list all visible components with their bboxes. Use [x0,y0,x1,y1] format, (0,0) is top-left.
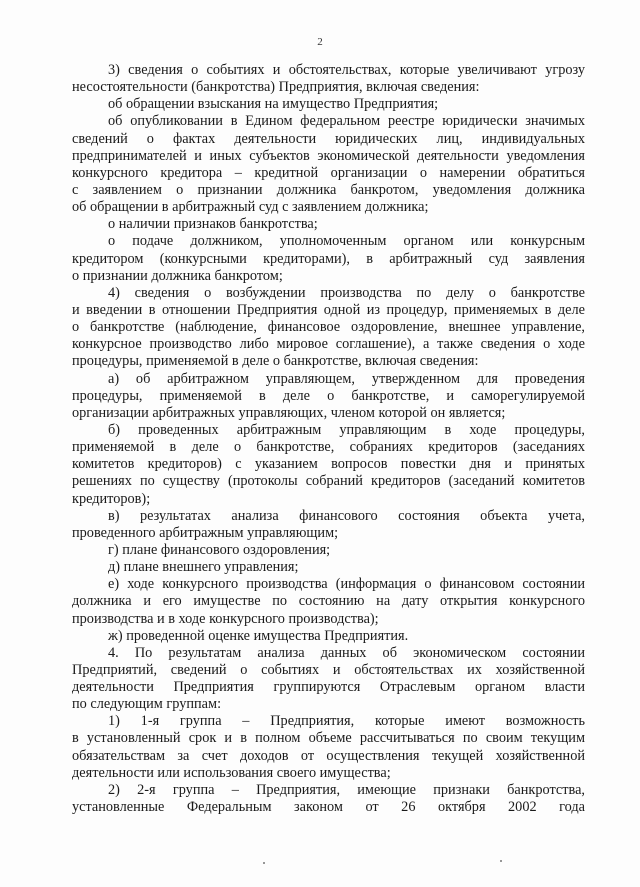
text-line: Предприятий, сведений о событиях и обстоятельствах их хозяйственной [72,661,585,678]
text-line: организации арбитражных управляющих, членом которой он является; [72,404,506,421]
text-line: несостоятельности (банкротства) Предприятия, включая сведения: [72,79,480,96]
text-line: 1) 1-я группа – Предприятия, которые имеют возможность [108,713,585,730]
text-line: 4. По результатам анализа данных об экономическом состоянии [108,644,585,661]
text-line: в установленный срок и в полном объеме рассчитываться по своим текущим [72,730,585,747]
scan-speck [263,862,265,864]
text-line: производства и в ходе конкурсного производства); [72,610,379,627]
text-line: обязательствам за счет доходов от осуществления текущей хозяйственной [72,747,585,764]
scan-speck [500,860,502,862]
text-line: с заявлением о признании должника банкротом, уведомления должника [72,181,585,198]
text-line: б) проведенных арбитражным управляющим в ходе процедуры, [108,421,585,438]
text-line: кредиторов); [72,490,151,507]
text-line: а) об арбитражном управляющем, утвержденном для проведения [108,370,585,387]
text-line: конкурсное производство либо мировое соглашение), а также сведения о ходе [72,336,585,353]
text-line: г) плане финансового оздоровления; [108,541,331,558]
text-line: проведенного арбитражным управляющим; [72,524,339,541]
text-line: решениях по существу (протоколы собраний кредиторов (заседаний комитетов [72,473,585,490]
text-line: применяемой в деле о банкротстве, собраниях кредиторов (заседаниях [72,439,585,456]
text-line: и введении в отношении Предприятия одной из процедур, применяемых в деле [72,301,585,318]
text-line: по следующим группам: [72,696,222,713]
text-line: о наличии признаков банкротства; [108,216,318,233]
text-line: о подаче должником, уполномоченным органом или конкурсным [108,233,585,250]
text-line: об обращении в арбитражный суд с заявлением должника; [72,199,429,216]
text-line: ж) проведенной оценке имущества Предприятия. [108,627,409,644]
text-line: е) ходе конкурсного производства (информация о финансовом состоянии [108,576,585,593]
text-line: о банкротстве (наблюдение, финансовое оздоровление, внешнее управление, [72,319,585,336]
text-line: процедуры, применяемой в деле о банкротстве, и саморегулируемой [72,387,585,404]
text-line: 3) сведения о событиях и обстоятельствах, которые увеличивают угрозу [108,62,585,78]
text-line: об обращении взыскания на имущество Предприятия; [108,96,439,113]
text-line: деятельности Предприятия группируются Отраслевым органом власти [72,679,585,696]
document-body [72,62,585,816]
text-line: деятельности или использования своего имущества; [72,764,391,781]
text-line: установленные Федеральным законом от 26 октября 2002 года [72,799,585,816]
text-line: в) результатах анализа финансового состояния объекта учета, [108,507,585,524]
text-line: предпринимателей и иных субъектов экономической деятельности уведомления [72,147,585,164]
text-line: 4) сведения о возбуждении производства по делу о банкротстве [108,284,585,301]
text-line: комитетов кредиторов) с указанием вопросов повестки дня и принятых [72,456,585,473]
text-line: сведений о фактах деятельности юридических лиц, индивидуальных [72,130,585,147]
text-line: о признании должника банкротом; [72,267,283,284]
text-line: об опубликовании в Едином федеральном реестре юридически значимых [108,113,585,130]
text-line: кредитором (конкурсными кредиторами), в арбитражный суд заявления [72,250,585,267]
text-line: 2) 2-я группа – Предприятия, имеющие признаки банкротства, [108,781,585,798]
text-line: конкурсного кредитора – кредитной организации о намерении обратиться [72,164,585,181]
text-line: должника и его имуществе по состоянию на дату открытия конкурсного [72,593,585,610]
text-line: процедуры, применяемой в деле о банкротстве, включая сведения: [72,353,479,370]
text-line: д) плане внешнего управления; [108,559,299,576]
page-number: 2 [317,36,323,48]
